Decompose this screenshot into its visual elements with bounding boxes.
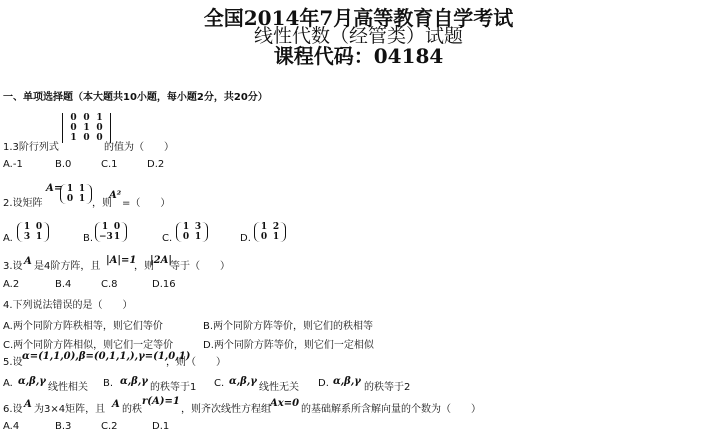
q5-option-b-label: B. (103, 378, 114, 389)
matrix-cell: 1 (83, 123, 90, 133)
q6-mid3: ，则齐次线性方程组 (181, 404, 271, 415)
q5-option-b-symbol: α,β,γ (120, 376, 148, 387)
q2-matrix (60, 176, 92, 204)
q2-prefix: 2.设矩阵 (3, 198, 43, 209)
q6-symbol: A (24, 399, 32, 410)
q6-option-c: C.2 (101, 421, 118, 432)
q3-mid: 是4阶方阵，且 (34, 261, 101, 272)
q2-suffix: =（ ） (122, 198, 171, 209)
q2-equals: = (54, 183, 63, 194)
q1-prefix: 1.3阶行列式 (3, 142, 59, 153)
matrix-cell: 0 (70, 123, 77, 133)
q2-then: ，则 (92, 198, 112, 209)
q5-option-c-label: C. (214, 378, 225, 389)
matrix-cell: 1 (260, 222, 268, 232)
q3-option-b: B.4 (55, 279, 72, 290)
q5-option-a-symbol: α,β,γ (18, 376, 46, 387)
q6-option-a: A.4 (3, 421, 20, 432)
q3-condition: |A|=1 (106, 255, 137, 266)
q5-option-b-text: 的秩等于1 (150, 382, 197, 393)
q1-option-a: A.-1 (3, 159, 23, 170)
q1-suffix: 的值为（ ） (104, 142, 174, 153)
q5-option-d-text: 的秩等于2 (364, 382, 411, 393)
q5-option-c-symbol: α,β,γ (229, 376, 257, 387)
q2-option-c-label: C. (162, 233, 173, 244)
matrix-cell: 1 (66, 184, 74, 194)
matrix-cell: 0 (83, 133, 90, 143)
q5-vectors: α=(1,1,0),β=(0,1,1,),γ=(1,0,1) (22, 351, 191, 362)
matrix-cell: 1 (182, 222, 190, 232)
matrix-cell: 1 (272, 232, 280, 242)
matrix-cell: 1 (113, 232, 121, 242)
q1-option-d: D.2 (147, 159, 165, 170)
q6-option-d: D.1 (152, 421, 170, 432)
q5-option-d-label: D. (318, 378, 329, 389)
q4-option-b: B.两个同阶方阵等价，则它们的秩相等 (203, 321, 374, 332)
matrix-cell: 0 (113, 222, 121, 232)
q2-option-a-label: A. (3, 233, 13, 244)
q3-suffix: 等于（ ） (170, 261, 230, 272)
matrix-cell: 3 (23, 232, 31, 242)
q1-option-b: B.0 (55, 159, 72, 170)
exam-title: 全国2014年7月高等教育自学考试 (203, 6, 514, 30)
matrix-cell: 0 (66, 194, 74, 204)
q3-option-a: A.2 (3, 279, 20, 290)
q4-option-c: C.两个同阶方阵相似，则它们一定等价 (3, 340, 174, 351)
q2-a-squared: A² (109, 190, 122, 201)
q6-prefix: 6.设 (3, 404, 23, 415)
matrix-cell: 1 (78, 184, 86, 194)
matrix-cell: 1 (35, 232, 43, 242)
q4-question: 4.下列说法错误的是（ ） (3, 300, 133, 311)
q2-option-a-matrix (17, 214, 49, 242)
matrix-cell: 0 (35, 222, 43, 232)
matrix-cell: −3 (99, 232, 113, 242)
q5-option-a-text: 线性相关 (48, 382, 88, 393)
q2-option-b-matrix (95, 214, 127, 242)
matrix-cell: 0 (96, 133, 103, 143)
q5-option-d-symbol: α,β,γ (333, 376, 361, 387)
matrix-cell: 1 (23, 222, 31, 232)
q5-option-c-text: 线性无关 (259, 382, 299, 393)
q6-equation: Ax=0 (270, 398, 300, 409)
q2-option-c-matrix (176, 214, 208, 242)
q2-option-d-label: D. (240, 233, 251, 244)
matrix-cell: 0 (70, 113, 77, 123)
q5-option-a-label: A. (3, 378, 13, 389)
subject-title: 线性代数（经管类）试题 (253, 25, 463, 47)
q6-rank: r(A)=1 (142, 396, 180, 407)
q4-option-d: D.两个同阶方阵等价，则它们一定相似 (203, 340, 374, 351)
q4-option-a: A.两个同阶方阵秩相等，则它们等价 (3, 321, 163, 332)
matrix-cell: 1 (70, 133, 77, 143)
q2-option-d-matrix (254, 214, 286, 242)
matrix-cell: 3 (194, 222, 202, 232)
matrix-cell: 0 (260, 232, 268, 242)
q1-option-c: C.1 (101, 159, 118, 170)
q3-then: ，则 (134, 261, 154, 272)
q3-option-c: C.8 (101, 279, 118, 290)
q3-prefix: 3.设 (3, 261, 23, 272)
matrix-cell: 0 (96, 123, 103, 133)
matrix-cell: 0 (182, 232, 190, 242)
matrix-cell: 1 (78, 194, 86, 204)
matrix-cell: 1 (96, 113, 103, 123)
q6-rank-label: 的秩 (122, 404, 142, 415)
matrix-cell: 2 (272, 222, 280, 232)
q2-option-b-label: B. (83, 233, 94, 244)
course-code: 课程代码：04184 (273, 44, 444, 68)
matrix-cell: 1 (101, 222, 109, 232)
q6-symbol-2: A (112, 399, 120, 410)
q6-mid: 为3×4矩阵，且 (34, 404, 106, 415)
matrix-cell: 0 (83, 113, 90, 123)
q2-symbol-a: A (46, 183, 54, 194)
section-heading: 一、单项选择题（本大题共10小题，每小题2分，共20分） (3, 92, 268, 103)
q5-prefix: 5.设 (3, 357, 23, 368)
q6-option-b: B.3 (55, 421, 72, 432)
q5-suffix: ，则（ ） (166, 357, 226, 368)
q3-expression: |2A| (150, 255, 172, 266)
q6-suffix: 的基础解系所含解向量的个数为（ ） (301, 404, 481, 415)
matrix-cell: 1 (194, 232, 202, 242)
q3-option-d: D.16 (152, 279, 176, 290)
q3-symbol: A (24, 256, 32, 267)
